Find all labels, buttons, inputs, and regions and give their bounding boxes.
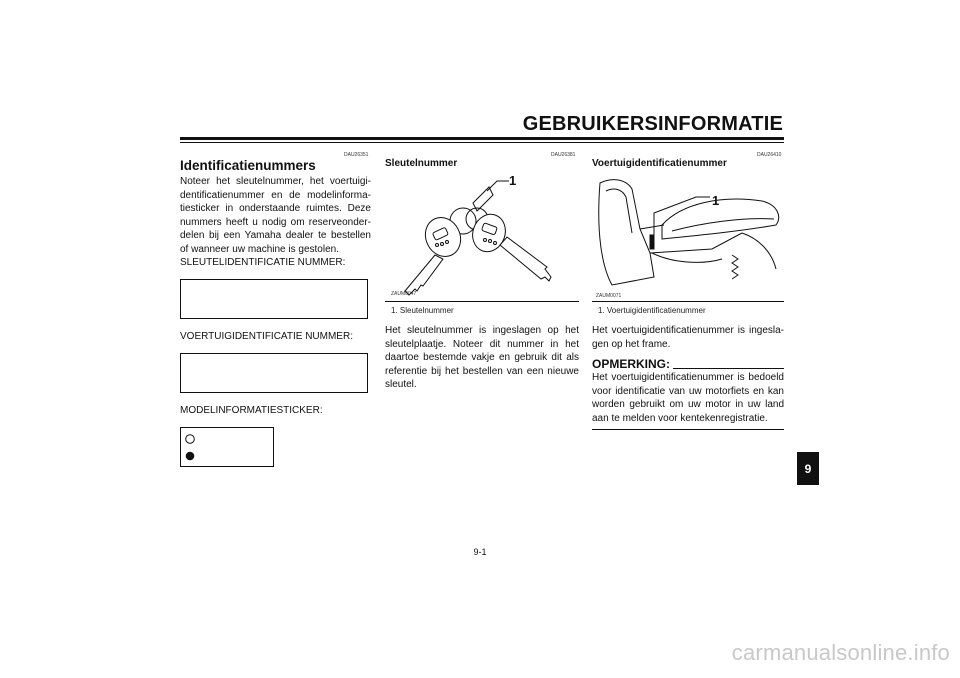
note-rule	[673, 368, 784, 369]
figure-rule	[592, 301, 784, 302]
section-code: DAU26410	[757, 152, 782, 158]
figure-rule	[385, 301, 579, 302]
keys-illustration-icon	[385, 173, 579, 301]
vehicle-number-section	[592, 158, 784, 430]
section-title: Voertuigidentificatienummer	[592, 158, 727, 169]
section-body: Het sleutelnummer is ingeslagen op het sleutelplaatje. Noteer dit nummer in het daartoe bestemde vakje en gebruik dit als referentie bij het bestellen van een nieuwe sleutel.	[385, 325, 579, 390]
key-number-section	[385, 158, 579, 392]
note-header	[592, 357, 784, 371]
page-number: 9-1	[473, 547, 487, 557]
header-rule-thin	[180, 142, 784, 143]
note-end-rule	[592, 429, 784, 430]
vehicle-number-box	[180, 353, 368, 393]
section-title: Identificatienummers	[180, 158, 316, 173]
key-number-box	[180, 279, 368, 319]
model-sticker-box	[180, 427, 274, 467]
figure-caption: 1. Voertuigidentificatienummer	[598, 306, 706, 315]
figure-code: ZAUM0047	[391, 291, 417, 297]
note-body: Het voertuigidentificatienummer is bedoeld voor identificatie van uw motorfiets en kan worden gebruikt om uw motor in uw land aan te melden voor kentekenregistratie.	[592, 372, 784, 424]
key-number-label: SLEUTELIDENTIFICATIE NUMMER:	[180, 257, 346, 268]
page-title: GEBRUIKERSINFORMATIE	[522, 113, 783, 135]
scooter-frame-illustration-icon	[592, 173, 784, 301]
sticker-circles-icon	[181, 428, 275, 468]
section-body: Noteer het sleutelnummer, het voertuigi-dentificatienummer en de modelinforma-tiesticker in onderstaande ruimtes. Deze nummers heeft u nodig om reserveonder-delen bij een Yamaha dealer te bestellen of wanneer uw machine is gestolen.	[180, 176, 371, 255]
section-body: Het voertuigidentificatienummer is ingesla-gen op het frame.	[592, 325, 784, 350]
model-sticker-label: MODELINFORMATIESTICKER:	[180, 405, 323, 416]
key-figure	[385, 173, 579, 301]
figure-code: ZAUM0071	[596, 293, 622, 299]
vehicle-number-label: VOERTUIGIDENTIFICATIE NUMMER:	[180, 330, 353, 342]
header-rule	[180, 137, 784, 140]
figure-callout: 1	[509, 173, 517, 188]
chapter-tab: 9	[797, 452, 819, 485]
section-title: Sleutelnummer	[385, 158, 458, 169]
section-code: DAU26351	[344, 152, 369, 158]
figure-caption: 1. Sleutelnummer	[391, 306, 454, 315]
figure-callout: 1	[712, 193, 720, 208]
section-code: DAU26381	[551, 152, 576, 158]
note-title: OPMERKING:	[592, 357, 670, 371]
watermark: carmanualsonline.info	[731, 640, 950, 665]
identification-section	[180, 158, 371, 467]
vehicle-figure	[592, 173, 784, 301]
